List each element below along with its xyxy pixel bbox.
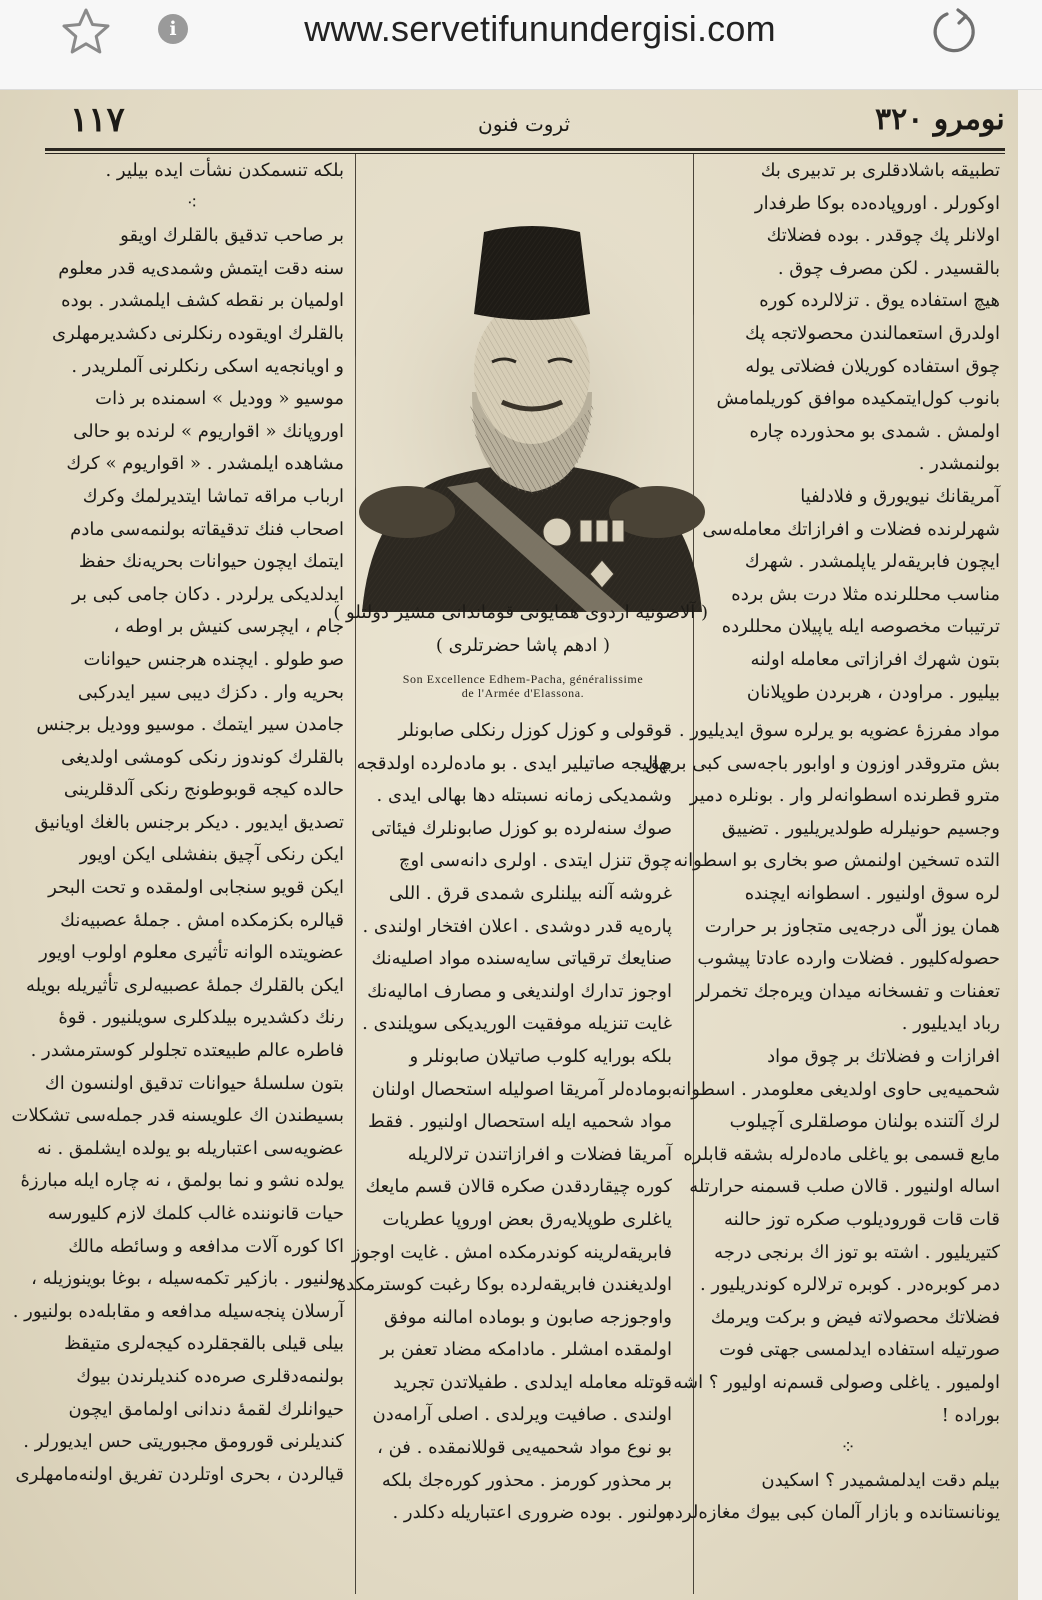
text-line: بر صاحب تدقیق بالقلرك اویقو [120, 225, 344, 247]
text-line: مناسب محللرنده مثلا درت بش برده [731, 583, 1000, 605]
text-line: قیالره بکزمکده امش . جملهٔ عصبیه‌نك [60, 909, 344, 931]
issue-number: نومرو ۳۲۰ [875, 102, 1005, 137]
text-line: جام ، ایچرسی کنیش بر اوطه ، [113, 616, 344, 638]
left-column-body [11, 220, 344, 1491]
text-line: ایکن رنکی آچیق بنفشلی ایکن اویور [79, 844, 344, 866]
text-line: شحمیه‌یی حاوی اولدیغی معلومدر . اسطوانه [671, 1078, 1000, 1100]
text-column-middle [336, 715, 672, 1547]
text-line: صو طولو . ایچنده هرجنس حیوانات [83, 648, 344, 670]
text-line: کتیریلیور . اشته بو توز اك برنجی درجه [714, 1241, 1000, 1263]
text-line: کوره چیقاردقدن صکره قالان قسم مایعك [365, 1176, 672, 1198]
text-line: فابریقه‌لرینه کوندرمکده امش . غایت اوجوز [351, 1241, 672, 1263]
text-line: مواد شحمیه ایله استحصال اولنیور . فقط [368, 1111, 672, 1133]
text-line: تطبیقه باشلادقلری بر تدبیری بك [760, 160, 1000, 181]
text-line: بهالیجه صاتیلیر ایدی . بو ماده‌لرده اولدقجه [356, 752, 672, 774]
text-line: هیچ استفاده یوق . تزلالرده‌ کوره [759, 290, 1000, 312]
portrait-caption-french-2: de l'Armée d'Elassona. [461, 686, 585, 700]
text-line: بولنیور . بازکیر تکمه‌سیله ، بوغا بوینوزیله ، [31, 1268, 344, 1290]
info-icon[interactable]: i [158, 14, 188, 44]
text-line: مشاهده ایلمشدر . « اقواریوم » کرك [66, 453, 344, 475]
right-column-upper [700, 155, 1000, 709]
text-line: قوقولی و کوزل کوزل رنکلی صابونلر [398, 720, 672, 741]
text-line: موسیو « وودیل » اسمنده بر ذات [95, 388, 344, 410]
text-line: حصوله‌کلیور . فضلات وارده عادتا پیشوب [697, 948, 1000, 970]
text-line: بالقلرك کوندوز رنکی کومشی اولدیغی [61, 746, 344, 768]
text-line: آمریقانك نیویورق و فلادلفیا [800, 485, 1000, 507]
text-line: صوك سنه‌لرده بو کوزل صابونلرك فیئاتی [371, 817, 672, 839]
text-line: بتون سلسلهٔ حیوانات تدقیق اولنسون اك [44, 1072, 344, 1094]
text-line: قات قات قورودیلوب صکره توز حالنه [724, 1209, 1000, 1230]
text-line: اوجوز تدارك اولندیغی و مصارف امالیه‌نك [367, 980, 672, 1002]
text-line: همان یوز الّی درجه‌یی متجاوز بر حرارت [704, 915, 1000, 937]
text-line: بولنمشدر . [918, 453, 1000, 475]
text-line: حالده کیجه قوبوطونج رنکی آلدقلرینی [63, 779, 344, 801]
text-line: بیلم دقت ایدلمشمیدر ؟ اسکیدن [761, 1469, 1000, 1491]
text-line: پاره‌یه قدر دوشدی . اعلان افتخار اولندی . [362, 915, 672, 937]
text-line: اصحاب فنك تدقیقاته بولنمه‌سی مادم [70, 518, 344, 540]
text-line: اولانلر پك چوقدر . بوده فضلاتك [766, 225, 1000, 247]
text-line: یونانستانده و بازار آلمان کبی بیوك مغازه‌لرده [665, 1502, 1000, 1524]
text-line: افرازات و فضلاتك بر چوق مواد [767, 1046, 1000, 1068]
text-line: عضویتده الوانه تأثیری معلوم اولوب اویور [39, 942, 344, 964]
text-line: واوجوزجه صابون و بوماده امالنه موفق [383, 1306, 672, 1328]
portrait-engraving [352, 182, 712, 642]
scanned-page [0, 90, 1042, 1600]
text-line: بو نوع مواد شحمیه‌یی قوللانمقده . فن ، [377, 1437, 672, 1459]
text-line: غروشه آلنه بیلنلری شمدی قرق . اللی [388, 882, 672, 904]
text-line: چوق تنزل ایتدی . اولری دانه‌سی اوچ [398, 850, 672, 872]
text-line: ایچون فابریقه‌لر یاپلمشدر . شهرك [744, 551, 1000, 573]
text-line: ایتمك ایچون حیوانات بحریه‌نك حفظ [78, 551, 344, 573]
text-line: اولدرق استعمالندن محصولاتجه پك [744, 322, 1000, 344]
text-line: بش متروقدر اوزون و اوابور باجه‌سی کبی برچق [645, 752, 1000, 774]
text-line: بسیطندن اك علویسنه قدر جمله‌سی تشکلات [11, 1105, 344, 1127]
text-line: غایت تنزیله موفقیت الوریدیکی سویلندی . [362, 1013, 672, 1035]
page-edge [1018, 90, 1042, 1600]
text-line: دمر کوبره‌در . کوبره ترلالره کوندریلیور . [699, 1274, 1000, 1296]
text-line: رنك دکشدیره بیلدکلری سویلنیور . قوهٔ [58, 1007, 344, 1029]
text-line: صنایعك ترقیاتی سایه‌سنده مواد اصلیه‌نك [371, 948, 672, 970]
text-line: سنه دقت ایتمش وشمدی‌یه قدر معلوم [58, 257, 344, 279]
text-line: مترو قطرنده اسطوانه‌لر وار . بونلره دمیر [689, 785, 1000, 807]
text-line: چوق استفاده کوریلان فضلاتی یوله [745, 355, 1000, 377]
left-column-first-line [44, 155, 344, 188]
url-field[interactable]: www.servetifunundergisi.com [304, 8, 776, 49]
text-line: بانوب کول‌ایتمکیده موافق کوریلمامش [716, 388, 1000, 410]
text-line: اولندی . صافیت ویرلدی . اصلی آرامه‌دن [372, 1404, 672, 1426]
text-line: بتون شهرك افرازاتی معامله اولنه [750, 648, 1000, 670]
text-line: کندیلرنی قورومق مجبوریتی حس ایدیورلر . [23, 1431, 344, 1453]
text-line: حیوانلرك لقمهٔ دندانی اولمامق ایچون [68, 1398, 344, 1420]
right-column-lower [645, 715, 1000, 1432]
text-line: بلکه تنسمکدن نشأت ایده بیلیر . [105, 160, 344, 181]
text-line: بولنور . بوده ضروری اعتباریله دکلدر . [392, 1502, 672, 1524]
text-line: یولده نشو و نما بولمق ، نه چاره ایله مبارزهٔ [20, 1170, 344, 1192]
text-line: ایکن قویو سنجابی اولمقده و تحت البحر [48, 877, 344, 899]
star-icon[interactable] [60, 6, 112, 58]
header-rule-thin [45, 153, 1005, 154]
text-line: بوماده‌لر آمریقا اصولیله استحصال اولنان [371, 1078, 672, 1100]
text-line: بوراده ! [941, 1404, 1000, 1426]
text-line: و اویانجه‌یه اسکی رنکلرنی آلملریدر . [71, 355, 344, 377]
text-line: حیات قانوننده غالب کلمك لازم کلیورسه [47, 1203, 344, 1224]
text-line: بیلیور . مراودن ، هربردن طوپلانان [746, 681, 1000, 703]
text-line: التده تسخین اولنمش صو بخاری بو اسطوانه [673, 850, 1000, 872]
text-line: لرك آلتنده بولنان موصلقلری آچیلوب [729, 1111, 1000, 1133]
right-column-bottom [665, 1465, 1000, 1530]
text-line: مواد مفرزهٔ عضویه بو یرلره سوق ایدیلیور . [678, 720, 1000, 742]
text-line: اولدیغندن فابریقه‌لرده بوکا رغبت کوسترمکده [336, 1274, 672, 1296]
section-separator: ⁘ [840, 1437, 860, 1459]
text-line: لره سوق اولنیور . اسطوانه ایچنده [744, 883, 1000, 905]
text-line: فضلاتك محصولاته فیض و برکت ویرمك [710, 1306, 1000, 1328]
text-line: بیلی قیلی بالقجقلرده کیجه‌لری متیقظ [64, 1333, 344, 1355]
text-line: تعفنات و تفسخانه میدان ویره‌جك تخمرلر [695, 980, 1000, 1002]
text-line: آمریقا فضلات و افرازاتندن ترلالریله [407, 1143, 672, 1165]
text-line: جامدن سیر ایتمك . موسیو وودیل برجنس [36, 714, 344, 736]
text-line: ترتیبات مخصوصه ایله یاپیلان محللرده [721, 616, 1000, 638]
text-line: ایدلدیکی یرلردر . دکان جامی کبی بر [72, 583, 344, 605]
text-line: اولمیان بر نقطه کشف ایلمشدر . بوده [61, 290, 344, 312]
text-line: اولمش . شمدی بو محذورده چاره [749, 420, 1000, 442]
reload-icon[interactable] [925, 4, 981, 60]
text-column-right [645, 155, 1000, 1595]
text-line: یاغلری طوپلایه‌رق بعض اوروپا عطریات [382, 1208, 672, 1230]
text-line: آرسلان پنجه‌سیله مدافعه و مقابله‌ده بولنیور . [12, 1300, 344, 1322]
section-separator: ⁖ [186, 192, 202, 214]
text-line: بولنمه‌دقلری صره‌ده کندیلرندن بیوك [76, 1365, 344, 1387]
text-line: بر محذور کورمز . محذور کوره‌جك بلکه [381, 1469, 672, 1491]
text-line: اکا کوره آلات مدافعه و وسائطه مالك [68, 1235, 344, 1257]
text-line: اساله اولنیور . قالان صلب قسمنه حرارتله [689, 1176, 1000, 1198]
text-line: قیالردن ، بحری اوتلردن تفریق اولنه‌مامهلری [15, 1463, 344, 1485]
journal-title: ثروت فنون [478, 112, 571, 136]
text-line: صورتیله استفاده ایدلمسی جهتی فوت [719, 1339, 1000, 1361]
text-line: ارباب مراقه تماشا ایتدیرلمك وکرك [82, 485, 344, 507]
text-line: بلکه بورایه کلوب صاتیلان صابونلر و [409, 1045, 672, 1067]
text-line: وشمدیکی زمانه نسبتله دها بهالی ایدی . [376, 785, 672, 807]
text-line: بحریه وار . دکزك دیبی سیر ایدرکبی [77, 681, 344, 703]
portrait-caption-french-1: Son Excellence Edhem-Pacha, généralissime [402, 672, 644, 686]
portrait-caption-line-1: ( آلاصونیه اردوی همایونی قوماندانی مشیر دولتلو ) [333, 602, 708, 623]
text-line: اوکورلر . اوروپاده‌ده بوکا طرفدار [754, 192, 1000, 214]
page-number: ۱۱۷ [70, 100, 125, 140]
text-line: عضویه‌سی اعتباریله بو یولده ایشلمق . نه [37, 1137, 344, 1159]
text-line: رباد ایدیلیور . [901, 1013, 1000, 1035]
text-line: وجسیم حونیلرله طولدیریلیور . تضییق [721, 817, 1000, 839]
text-line: اولمیور . یاغلی وصولی قسم‌نه اولیور ؟ اشه [673, 1371, 1000, 1393]
text-line: تصدیق ایدیور . دیکر برجنس بالغك اویانیق [34, 811, 344, 833]
text-line: مایع قسمی بو یاغلی ماده‌لرله بشقه قابلره [683, 1143, 1000, 1165]
portrait-caption-line-2: ( ادهم پاشا حضرتلری ) [435, 635, 611, 656]
text-line: ایکن بالقلرك جملهٔ عصبیه‌لری تأثیریله بویله [26, 974, 344, 996]
text-line: شهرلرنده فضلات و افرازاتك معامله‌سی [702, 518, 1000, 540]
text-line: اولمقده امشلر . مادامکه مضاد تعفن بر [380, 1339, 672, 1361]
text-line: قوتله معامله ایدلدی . طفیلاتدن تجرید [393, 1371, 672, 1393]
text-line: اوروپانك « اقواریوم » لرنده بو حالی [73, 420, 344, 442]
browser-address-bar [0, 0, 1042, 90]
text-line: فاطره عالم طبیعتده تجلولر کوسترمشدر . [30, 1040, 344, 1062]
text-line: بالقسیدر . لکن مصرف چوق . [777, 257, 1000, 279]
text-line: بالقلرك اویقوده رنکلرنی دکشدیرمهلری [51, 322, 344, 344]
header-rule [45, 148, 1005, 151]
text-column-left [11, 155, 344, 1595]
